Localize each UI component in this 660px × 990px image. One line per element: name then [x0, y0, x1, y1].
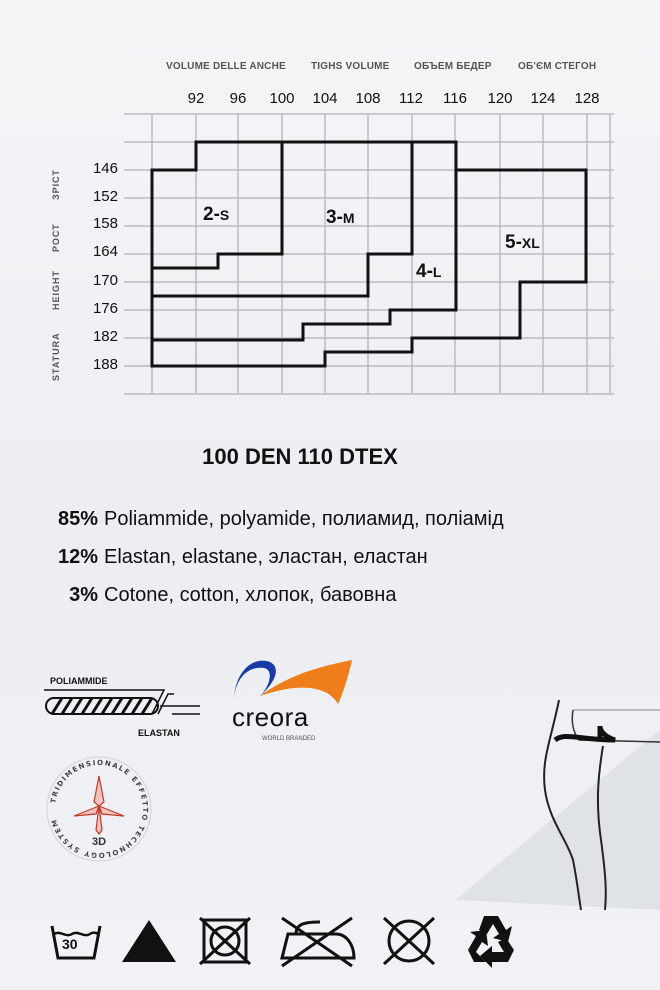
composition-percent: 12%: [57, 546, 98, 568]
no-tumble-dry-icon: [198, 916, 252, 966]
size-label-2-s: 2-S: [203, 204, 230, 225]
volume-label-uk: ОБ'ЄМ СТЕГОН: [518, 61, 597, 72]
recycle-icon: [460, 910, 522, 972]
side-label-rost: РОСТ: [51, 223, 61, 252]
creora-logo: [228, 656, 358, 746]
hip-tick: 116: [443, 90, 467, 107]
size-label-4-l: 4-L: [416, 261, 442, 282]
seal-center-label: 3D: [91, 836, 107, 848]
volume-label-ru: ОБЪЕМ БЕДЕР: [414, 61, 492, 72]
wash-temperature: 30: [62, 936, 78, 952]
hip-tick: 120: [487, 90, 513, 107]
svg-text:TRIDIMENSIONALE EFFETTO TECHNO: TRIDIMENSIONALE EFFETTO TECHNOLOGY SYSTEM: [49, 758, 150, 860]
density-title: 100 DEN 110 DTEX: [202, 444, 398, 469]
creora-tagline: WORLD BRANDED: [262, 736, 316, 742]
fiber-logo: [42, 672, 212, 742]
volume-label-en: TIGHS VOLUME: [311, 61, 390, 72]
volume-label-it: VOLUME DELLE ANCHE: [166, 61, 286, 72]
size-label-3-m: 3-M: [326, 207, 355, 228]
creora-swoosh-icon: [230, 656, 358, 704]
hip-tick: 124: [530, 90, 556, 107]
hip-tick: 128: [574, 90, 600, 107]
height-tick: 188: [92, 356, 118, 373]
yarn-icon: [42, 686, 212, 726]
leg-illustration: [455, 640, 660, 910]
composition-text: Elastan, elastane, эластан, еластан: [104, 546, 428, 568]
composition-percent: 85%: [57, 508, 98, 530]
hip-tick: 104: [312, 90, 338, 107]
size-label-5-xl: 5-XL: [505, 232, 540, 253]
creora-wordmark: creora: [232, 702, 309, 732]
fiber-label-bottom: ELASTAN: [138, 728, 180, 738]
no-dry-clean-icon: [380, 914, 438, 968]
height-tick: 182: [92, 328, 118, 345]
3d-technology-seal: [44, 754, 154, 864]
hip-tick: 112: [399, 90, 423, 107]
hip-tick: 96: [229, 90, 247, 107]
hip-tick: 92: [187, 90, 205, 107]
hip-tick: 108: [355, 90, 381, 107]
hip-tick: 100: [269, 90, 295, 107]
composition-text: Cotone, cotton, хлопок, бавовна: [104, 584, 397, 606]
side-label-height: HEIGHT: [51, 269, 61, 310]
side-label-statura: STATURA: [51, 332, 61, 381]
fiber-label-top: POLIAMMIDE: [50, 676, 108, 686]
no-iron-icon: [274, 914, 360, 968]
height-tick: 152: [92, 188, 118, 205]
height-tick: 176: [92, 300, 118, 317]
composition-text: Poliammide, polyamide, полиамид, поліамід: [104, 508, 504, 530]
height-tick: 164: [92, 243, 118, 260]
height-tick: 158: [92, 215, 118, 232]
bleach-allowed-icon: [118, 916, 180, 966]
composition-percent: 3%: [69, 584, 98, 606]
height-tick: 170: [92, 272, 118, 289]
height-tick: 146: [92, 160, 118, 177]
side-label-zrist: ЗРІСТ: [51, 169, 61, 200]
